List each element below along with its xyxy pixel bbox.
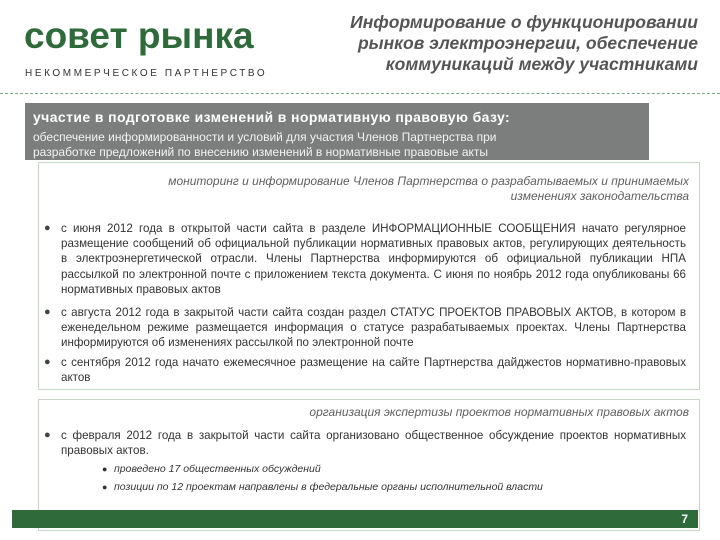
logo-title: совет рынка (24, 15, 254, 56)
slide-title-line: коммуникаций между участниками (385, 54, 698, 74)
section-title: организация экспертизы проектов нормативных правовых актов (309, 405, 689, 419)
list-item-text: с июня 2012 года в открытой части сайта в разделе ИНФОРМАЦИОННЫЕ СООБЩЕНИЯ начато регулярное размещение сообщений об официальной публикации нормативных правовых актов, регулирующих деятельность в электроэнергетической отрасли. Члены Партнерства информируются об официальной публикации НПА рассылкой по электронной почте с приложением текста документа. С июня по ноябрь 2012 года опубликованы 66 нормативных правовых актов (61, 222, 686, 296)
topic-box (25, 103, 649, 160)
section-monitoring (38, 162, 700, 390)
topic-desc-line: разработке предложений по внесению изменений в нормативные правовые акты (33, 145, 489, 159)
sub-list-item (102, 462, 321, 477)
topic-title: участие в подготовке изменений в нормативную правовую базу: (33, 109, 511, 125)
slide-title (278, 12, 698, 75)
bullet-icon: ● (44, 429, 51, 441)
page-number: 7 (12, 510, 698, 528)
list-item (44, 221, 686, 297)
slide-title-line: рынков электроэнергии, обеспечение (357, 33, 698, 53)
logo-subtitle: НЕКОММЕРЧЕСКОЕ ПАРТНЕРСТВО (25, 68, 268, 79)
topic-desc-line: обеспечение информированности и условий для участия Членов Партнерства при (33, 130, 497, 144)
list-item (44, 355, 686, 385)
bullet-icon: ● (44, 222, 51, 234)
section-title-line: мониторинг и информирование Членов Партнерства о разрабатываемых и принимаемых (168, 174, 689, 188)
list-item (44, 428, 686, 458)
section-title-line: изменениях законодательства (510, 189, 689, 203)
list-item-text: с февраля 2012 года в закрытой части сайта организовано общественное обсуждение проектов нормативных правовых актов. (61, 429, 686, 458)
header-divider (0, 93, 720, 94)
list-item-text: с августа 2012 года в закрытой части сайта создан раздел СТАТУС ПРОЕКТОВ ПРАВОВЫХ АКТОВ, в котором в еженедельном режиме размещается информация о статусе разрабатываемых проектах. Члены Партнерства информируются об изменениях рассылкой по электронной почте (61, 306, 686, 350)
bullet-icon: ● (44, 356, 51, 368)
list-item (44, 305, 686, 351)
section-title (69, 174, 689, 204)
slide-title-line: Информирование о функционировании (350, 12, 698, 32)
sub-list-item-text: проведено 17 общественных обсуждений (114, 463, 321, 475)
sub-list-item-text: позиции по 12 проектам направлены в федеральные органы исполнительной власти (114, 481, 543, 493)
topic-description (33, 130, 643, 160)
bullet-icon: ● (102, 482, 108, 492)
bullet-icon: ● (44, 306, 51, 318)
sub-list-item (102, 480, 543, 495)
list-item-text: с сентября 2012 года начато ежемесячное размещение на сайте Партнерства дайджестов нормативно-правовых актов (61, 356, 686, 385)
bullet-icon: ● (102, 464, 108, 474)
